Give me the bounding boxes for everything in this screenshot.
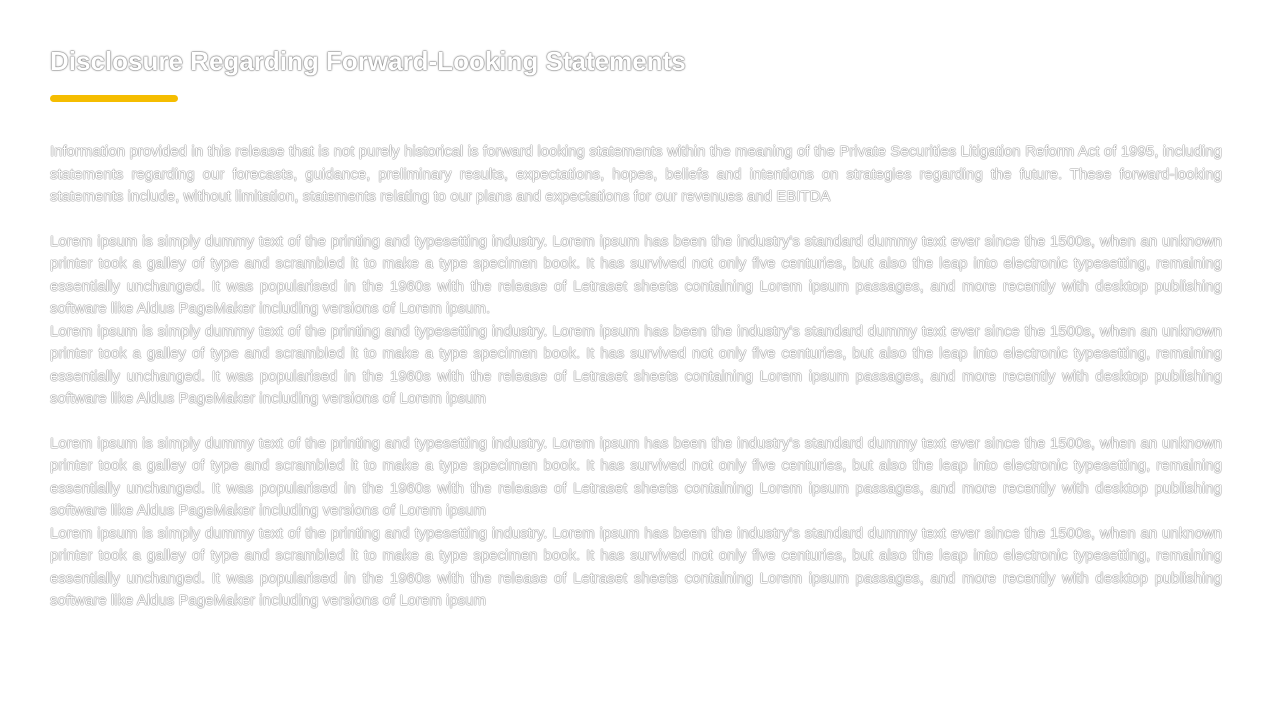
paragraph-spacer xyxy=(50,209,1222,231)
body-paragraph-2: Lorem ipsum is simply dummy text of the printing and typesetting industry. Lorem ipsum has been the industry's standard dummy text ever since the 1500s, when an unknown printer took a galley of type and scrambled it to make a type specimen book. It has survived not only five centuries, but also the leap into electronic typesetting, remaining essentially unchanged. It was popularised in the 1960s with the release of Letraset sheets containing Lorem ipsum passages, and more recently with desktop publishing software like Aldus PageMaker including versions of Lorem ipsum xyxy=(50,322,1222,407)
body-paragraph-3: Lorem ipsum is simply dummy text of the printing and typesetting industry. Lorem ipsum has been the industry's standard dummy text ever since the 1500s, when an unknown printer took a galley of type and scrambled it to make a type specimen book. It has survived not only five centuries, but also the leap into electronic typesetting, remaining essentially unchanged. It was popularised in the 1960s with the release of Letraset sheets containing Lorem ipsum passages, and more recently with desktop publishing software like Aldus PageMaker including versions of Lorem ipsum xyxy=(50,434,1222,519)
disclosure-paragraph: Information provided in this release that is not purely historical is forward looking statements within the meaning of the Private Securities Litigation Reform Act of 1995, including statements regarding our forecasts, guidance, preliminary results, expectations, hopes, beliefs and intentions on strategies regarding the future. These forward-looking statements include, without limitation, statements relating to our plans and expectations for our revenues and EBITDA xyxy=(50,143,1222,205)
paragraph-spacer xyxy=(50,411,1222,433)
slide-title: Disclosure Regarding Forward-Looking Statements xyxy=(50,46,686,76)
body-paragraph-1: Lorem ipsum is simply dummy text of the printing and typesetting industry. Lorem ipsum has been the industry's standard dummy text ever since the 1500s, when an unknown printer took a galley of type and scrambled it to make a type specimen book. It has survived not only five centuries, but also the leap into electronic typesetting, remaining essentially unchanged. It was popularised in the 1960s with the release of Letraset sheets containing Lorem ipsum passages, and more recently with desktop publishing software like Aldus PageMaker including versions of Lorem ipsum. xyxy=(50,232,1222,317)
title-accent-bar xyxy=(50,95,178,102)
body-paragraph-4: Lorem ipsum is simply dummy text of the printing and typesetting industry. Lorem ipsum has been the industry's standard dummy text ever since the 1500s, when an unknown printer took a galley of type and scrambled it to make a type specimen book. It has survived not only five centuries, but also the leap into electronic typesetting, remaining essentially unchanged. It was popularised in the 1960s with the release of Letraset sheets containing Lorem ipsum passages, and more recently with desktop publishing software like Aldus PageMaker including versions of Lorem ipsum xyxy=(50,524,1222,609)
body-text xyxy=(50,141,1222,613)
